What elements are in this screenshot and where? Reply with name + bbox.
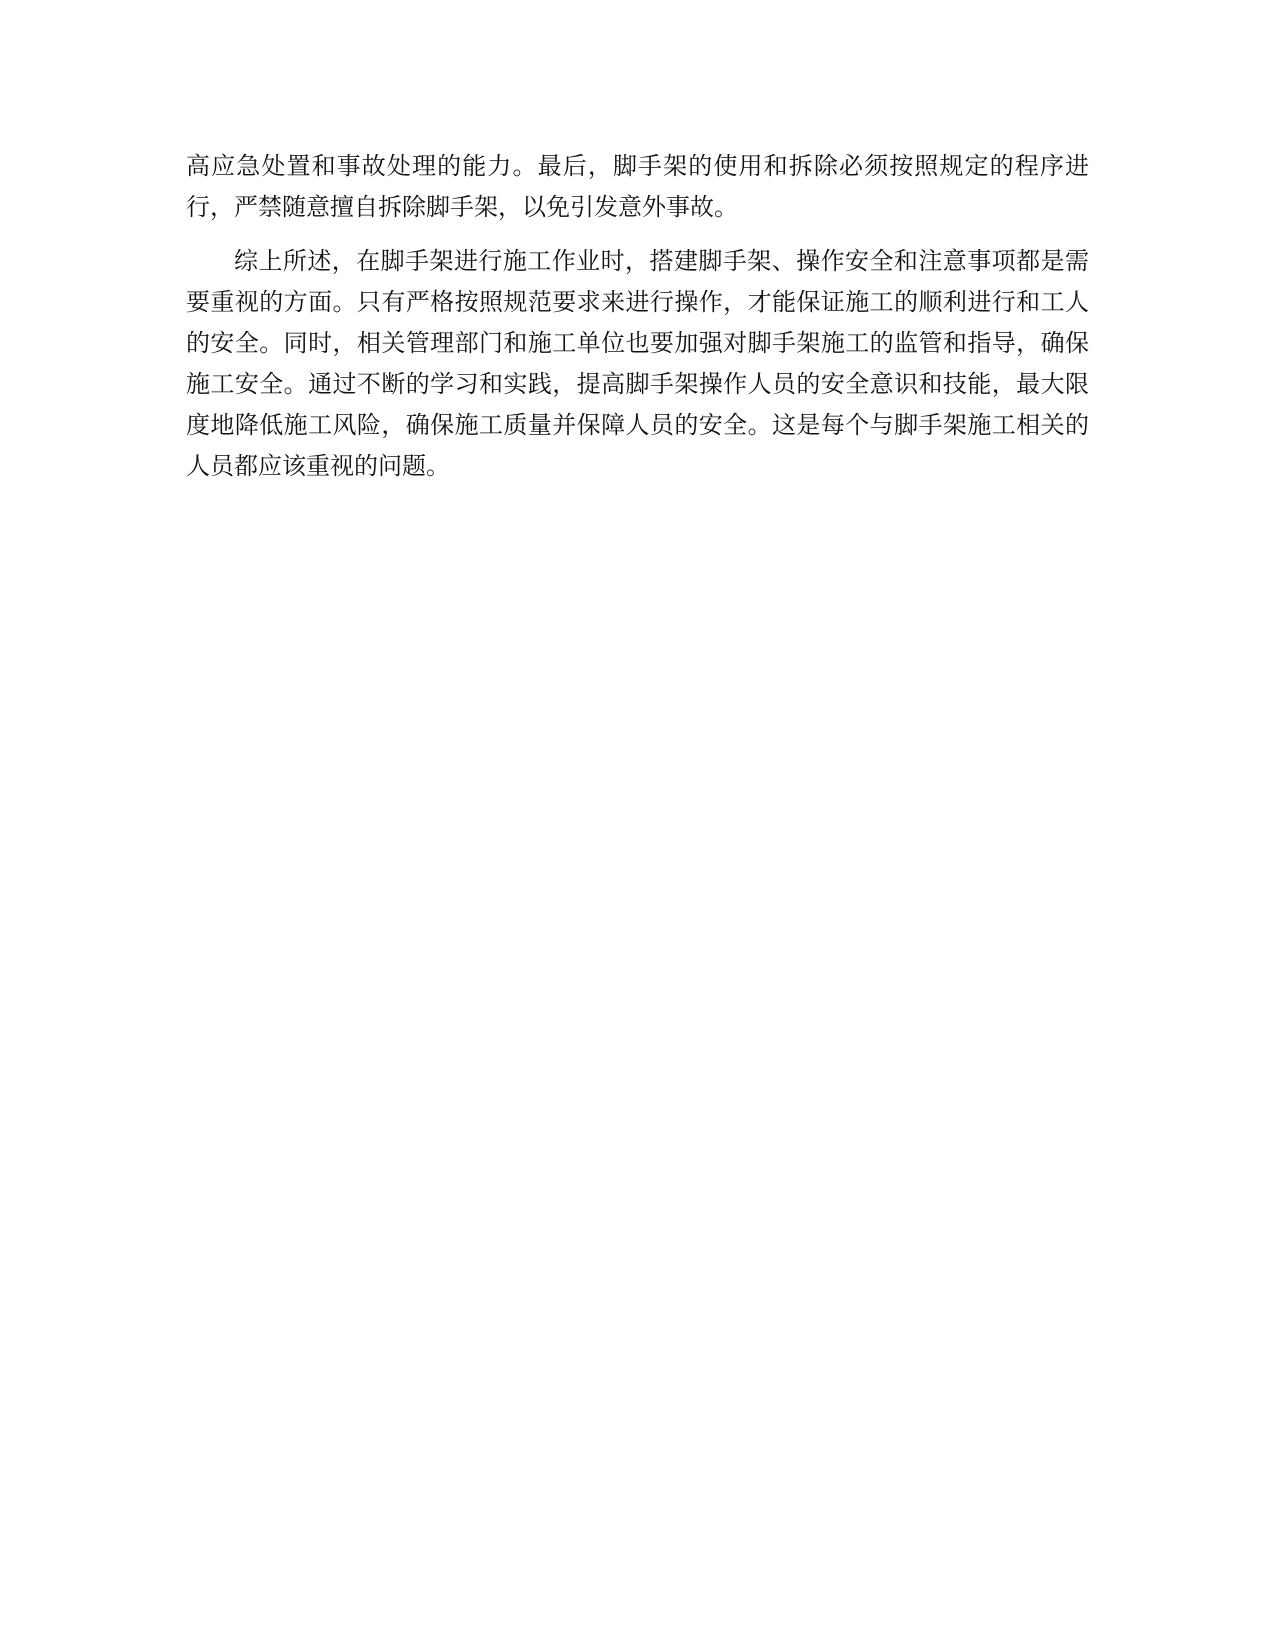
body-text [186,146,1089,487]
continuation-paragraph: 高应急处置和事故处理的能力。最后，脚手架的使用和拆除必须按照规定的程序进行，严禁随意擅自拆除脚手架，以免引发意外事故。 [186,152,1089,221]
summary-paragraph: 综上所述，在脚手架进行施工作业时，搭建脚手架、操作安全和注意事项都是需要重视的方面。只有严格按照规范要求来进行操作，才能保证施工的顺利进行和工人的安全。同时，相关管理部门和施工单位也要加强对脚手架施工的监管和指导，确保施工安全。通过不断的学习和实践，提高脚手架操作人员的安全意识和技能，最大限度地降低施工风险，确保施工质量并保障人员的安全。这是每个与脚手架施工相关的人员都应该重视的问题。 [186,247,1089,480]
